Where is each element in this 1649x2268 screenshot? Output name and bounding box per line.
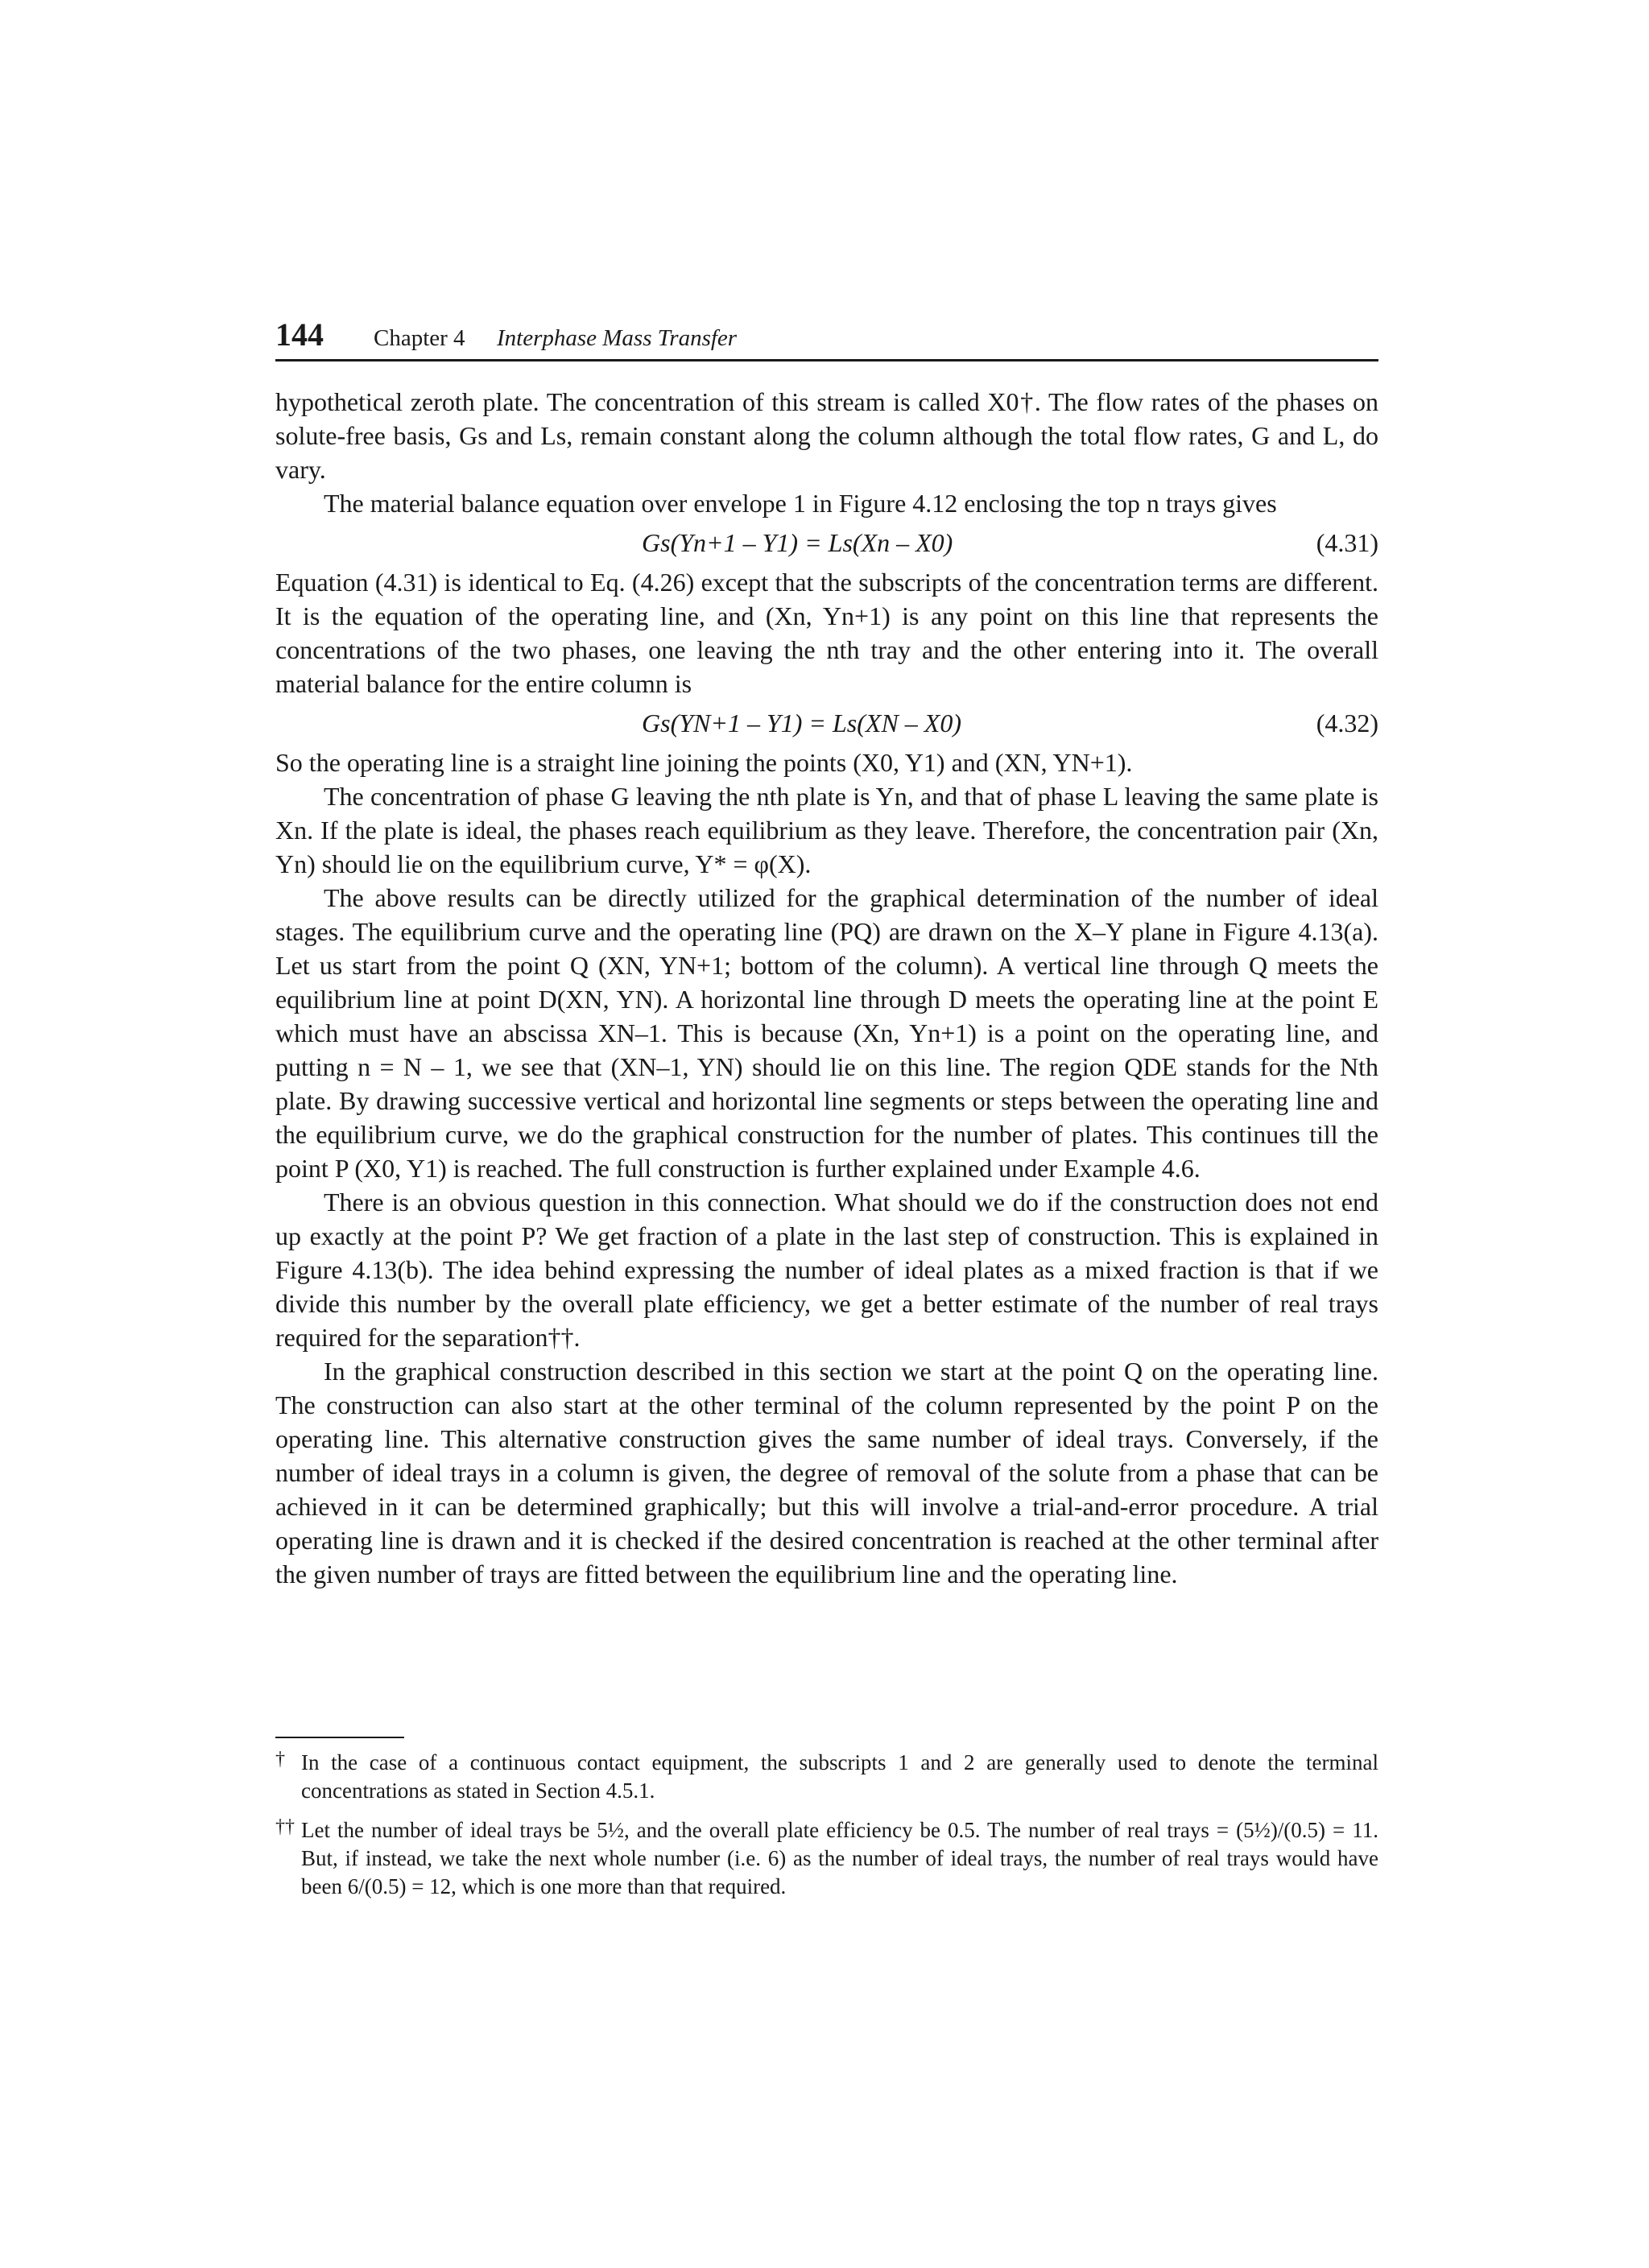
- footnote-2: [275, 1816, 1378, 1901]
- paragraph-7: There is an obvious question in this connection. What should we do if the construction does not end up exactly at the point P? We get fraction of a plate in the last step of construction. This is explained in Figure 4.13(b). The idea behind expressing the number of ideal plates as a mixed fraction is that if we divide this number by the overall plate efficiency, we get a better estimate of the number of real trays required for the separation††.: [275, 1188, 1378, 1352]
- equation-4-32: [275, 700, 1378, 746]
- equation-4-32-number: (4.32): [1316, 708, 1378, 737]
- paragraph-5: The concentration of phase G leaving the nth plate is Yn, and that of phase L leaving the same plate is Xn. If the plate is ideal, the phases reach equilibrium as they leave. Therefore, the concentration pair (Xn, Yn) should lie on the equilibrium curve, Y* = φ(X).: [275, 782, 1378, 878]
- equation-4-31: [275, 520, 1378, 565]
- running-header: [275, 316, 1378, 361]
- body-text: [275, 385, 1378, 1591]
- paragraph-1: hypothetical zeroth plate. The concentration of this stream is called X0†. The flow rates of the phases on solute-free basis, Gs and Ls, remain constant along the column although the total flow rates, G and L, do vary.: [275, 387, 1378, 484]
- paragraph-3: Equation (4.31) is identical to Eq. (4.26) except that the subscripts of the concentration terms are different. It is the equation of the operating line, and (Xn, Yn+1) is any point on this line that represents the concentrations of the two phases, one leaving the nth tray and the other entering into it. The overall material balance for the entire column is: [275, 568, 1378, 698]
- equation-4-32-expression: Gs(YN+1 – Y1) = Ls(XN – X0): [642, 708, 961, 737]
- footnote-1-text: In the case of a continuous contact equipment, the subscripts 1 and 2 are generally used to denote the terminal concentrations as stated in Section 4.5.1.: [301, 1750, 1378, 1803]
- footnote-1: [275, 1749, 1378, 1805]
- footnotes: [275, 1749, 1378, 1912]
- footnote-1-mark: †: [275, 1749, 285, 1770]
- paragraph-8: In the graphical construction described in this section we start at the point Q on the operating line. The construction can also start at the other terminal of the column represented by the point P on the operating line. This alternative construction gives the same number of ideal trays. Conversely, if the number of ideal trays in a column is given, the degree of removal of the solute from a phase that can be achieved in it can be determined graphically; but this will involve a trial-and-error procedure. A trial operating line is drawn and it is checked if the desired concentration is reached at the other terminal after the given number of trays are fitted between the equilibrium line and the operating line.: [275, 1357, 1378, 1588]
- equation-4-31-expression: Gs(Yn+1 – Y1) = Ls(Xn – X0): [642, 528, 953, 557]
- paragraph-2: The material balance equation over envelope 1 in Figure 4.12 enclosing the top n trays gives: [324, 489, 1277, 518]
- footnote-2-text: Let the number of ideal trays be 5½, and the overall plate efficiency be 0.5. The number of real trays = (5½)/(0.5) = 11. But, if instead, we take the next whole number (i.e. 6) as the number of ideal trays, the number of real trays would have been 6/(0.5) = 12, which is one more than that required.: [301, 1818, 1378, 1898]
- footnote-2-mark: ††: [275, 1816, 295, 1837]
- footnote-divider: [275, 1737, 404, 1738]
- chapter-title: Interphase Mass Transfer: [497, 325, 738, 351]
- paragraph-4: So the operating line is a straight line joining the points (X0, Y1) and (XN, YN+1).: [275, 748, 1133, 777]
- paragraph-6: The above results can be directly utilized for the graphical determination of the number of ideal stages. The equilibrium curve and the operating line (PQ) are drawn on the X–Y plane in Figure 4.13(a). Let us start from the point Q (XN, YN+1; bottom of the column). A vertical line through Q meets the equilibrium line at point D(XN, YN). A horizontal line through D meets the operating line at the point E which must have an abscissa XN–1. This is because (Xn, Yn+1) is a point on the operating line, and putting n = N – 1, we see that (XN–1, YN) should lie on this line. The region QDE stands for the Nth plate. By drawing successive vertical and horizontal line segments or steps between the operating line and the equilibrium curve, we do the graphical construction for the number of plates. This continues till the point P (X0, Y1) is reached. The full construction is further explained under Example 4.6.: [275, 883, 1378, 1183]
- equation-4-31-number: (4.31): [1316, 528, 1378, 557]
- chapter-label: Chapter 4: [374, 325, 465, 351]
- page-number: 144: [275, 316, 324, 353]
